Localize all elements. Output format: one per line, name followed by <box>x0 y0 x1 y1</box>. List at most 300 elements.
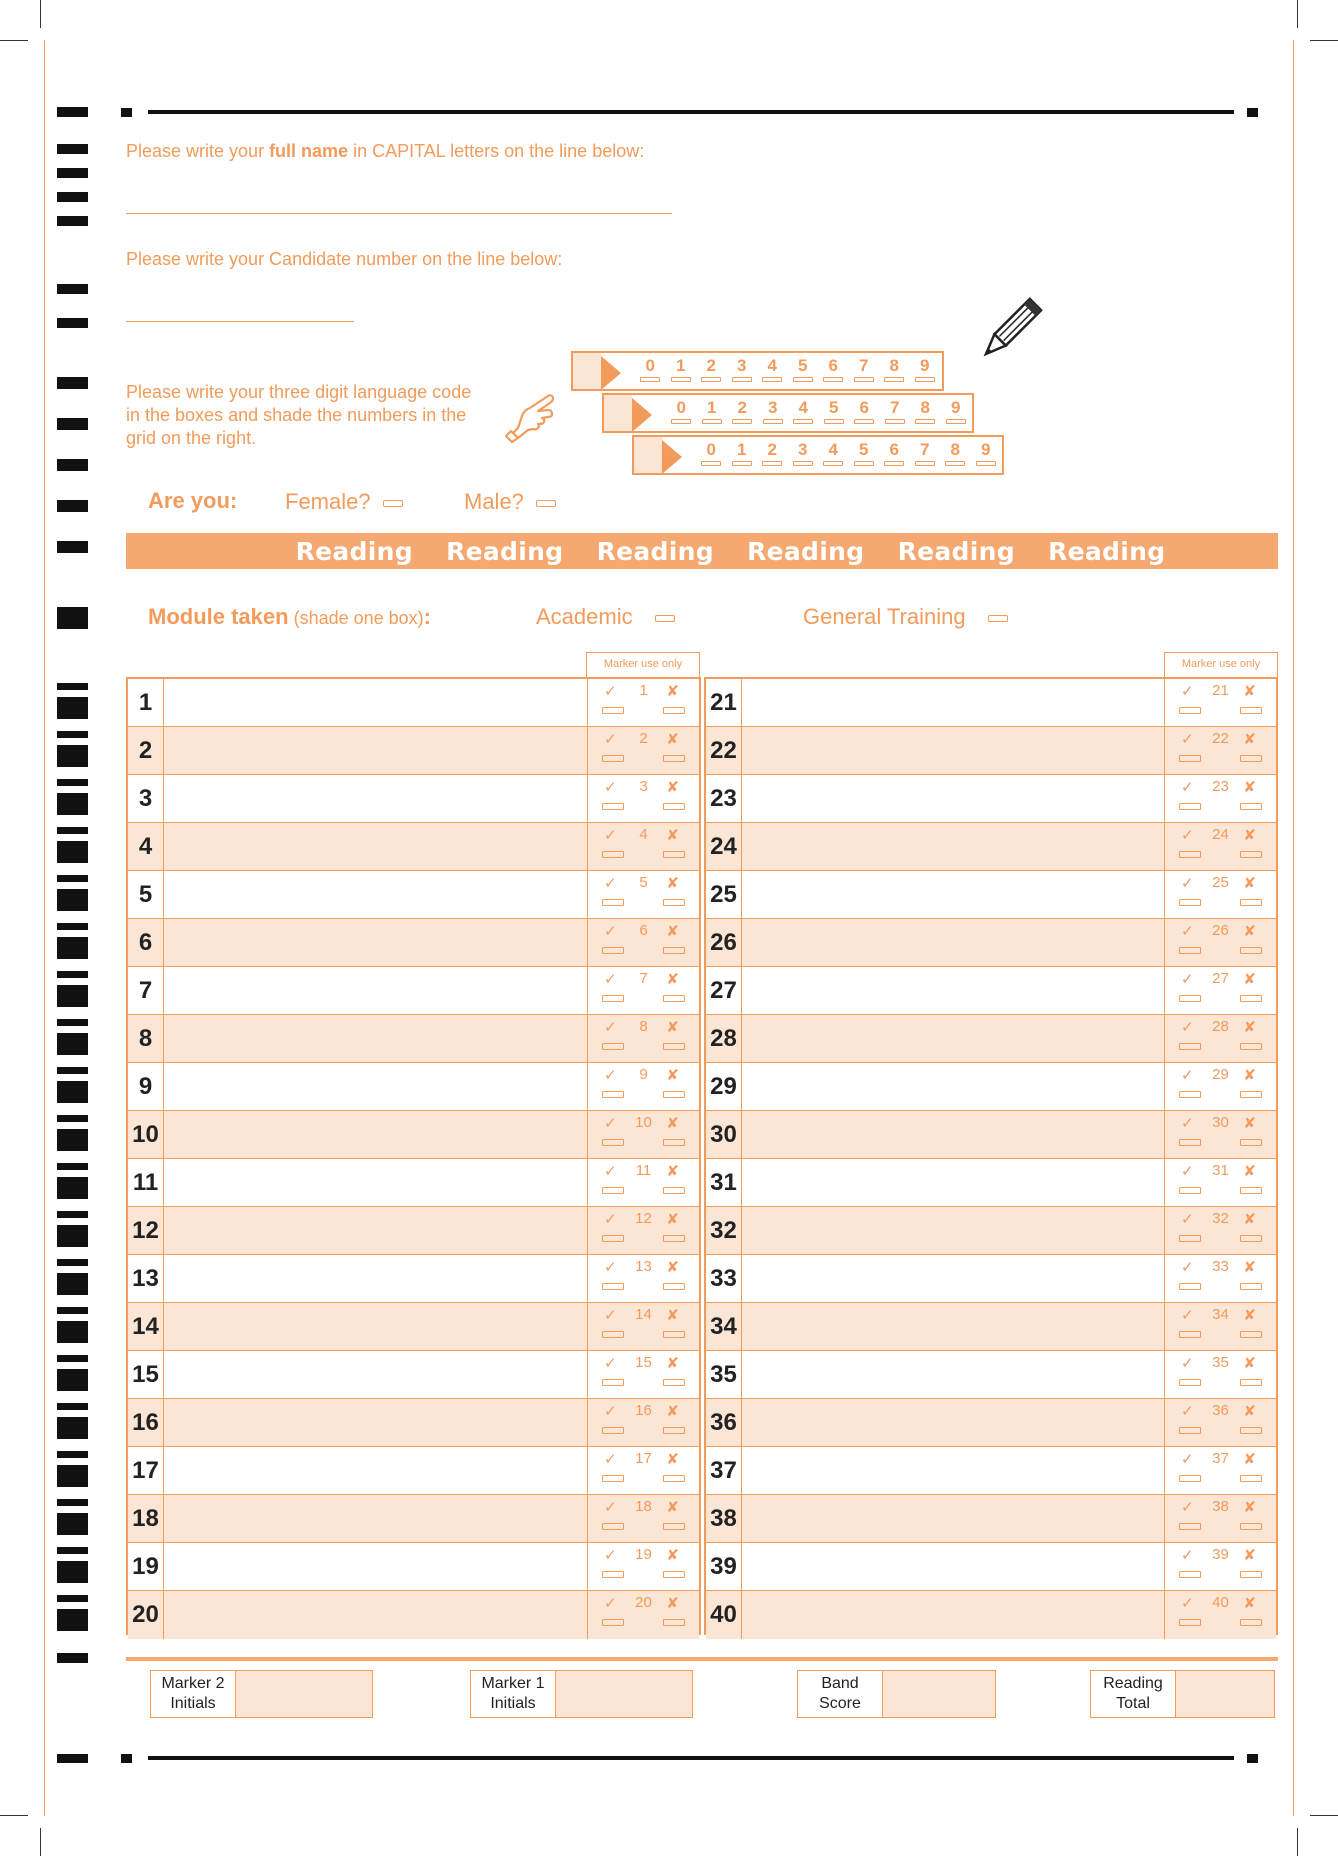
correct-shade-box[interactable] <box>602 995 624 1002</box>
marker-question-number: 39 <box>1212 1546 1229 1563</box>
question-number: 35 <box>706 1351 742 1398</box>
academic-option[interactable] <box>536 604 675 630</box>
digit-bubble[interactable] <box>666 399 697 424</box>
digit-shade-box[interactable] <box>885 419 905 424</box>
answer-row[interactable] <box>128 871 699 919</box>
timing-mark <box>57 1403 88 1410</box>
banner-label: Reading <box>596 536 714 566</box>
incorrect-shade-box[interactable] <box>663 755 685 762</box>
score-entry[interactable] <box>236 1670 373 1718</box>
correct-shade-box[interactable] <box>1179 1571 1201 1578</box>
digit-shade-box[interactable] <box>823 461 843 466</box>
cross-icon: ✘ <box>666 1307 679 1324</box>
incorrect-shade-box[interactable] <box>1240 1379 1262 1386</box>
cross-icon: ✘ <box>666 1499 679 1516</box>
gender-prompt: Are you: <box>148 488 238 513</box>
correct-shade-box[interactable] <box>1179 1091 1201 1098</box>
digit-shade-box[interactable] <box>732 377 752 382</box>
incorrect-shade-box[interactable] <box>1240 755 1262 762</box>
timing-mark <box>57 1417 88 1439</box>
marker-question-number: 35 <box>1212 1354 1229 1371</box>
correct-shade-box[interactable] <box>1179 755 1201 762</box>
correct-shade-box[interactable] <box>602 1235 624 1242</box>
tick-icon: ✓ <box>1181 971 1194 988</box>
marker-question-number: 13 <box>635 1258 652 1275</box>
answer-row[interactable] <box>706 1399 1276 1447</box>
correct-shade-box[interactable] <box>602 1043 624 1050</box>
correct-shade-box[interactable] <box>1179 947 1201 954</box>
reading-total-box[interactable] <box>1090 1670 1275 1718</box>
correct-shade-box[interactable] <box>602 1091 624 1098</box>
score-entry[interactable] <box>1176 1670 1275 1718</box>
incorrect-shade-box[interactable] <box>1240 1331 1262 1338</box>
cross-icon: ✘ <box>666 1163 679 1180</box>
correct-shade-box[interactable] <box>1179 803 1201 810</box>
incorrect-shade-box[interactable] <box>663 899 685 906</box>
answer-row[interactable] <box>128 1015 699 1063</box>
tick-icon: ✓ <box>604 1211 617 1228</box>
incorrect-shade-box[interactable] <box>663 1139 685 1146</box>
correct-shade-box[interactable] <box>1179 995 1201 1002</box>
incorrect-shade-box[interactable] <box>1240 947 1262 954</box>
answer-row[interactable] <box>128 1111 699 1159</box>
general-training-option[interactable] <box>803 604 1008 630</box>
incorrect-shade-box[interactable] <box>663 995 685 1002</box>
incorrect-shade-box[interactable] <box>663 947 685 954</box>
timing-mark <box>57 923 88 930</box>
incorrect-shade-box[interactable] <box>1240 1091 1262 1098</box>
digit-bubble[interactable] <box>879 441 910 466</box>
correct-shade-box[interactable] <box>602 1571 624 1578</box>
digit-bubble[interactable] <box>940 441 971 466</box>
digit-shade-box[interactable] <box>732 419 752 424</box>
marker-question-number: 4 <box>639 826 648 843</box>
incorrect-shade-box[interactable] <box>663 1427 685 1434</box>
tick-icon: ✓ <box>1181 827 1194 844</box>
correct-shade-box[interactable] <box>602 1475 624 1482</box>
correct-shade-box[interactable] <box>602 803 624 810</box>
digit-shade-box[interactable] <box>701 377 721 382</box>
digit-bubble[interactable] <box>727 441 758 466</box>
marker-cell <box>1164 1303 1276 1350</box>
digit-label: 7 <box>859 356 869 375</box>
cross-icon: ✘ <box>1243 1547 1256 1564</box>
general-training-label: General Training <box>803 604 966 629</box>
tick-icon: ✓ <box>1181 1499 1194 1516</box>
correct-shade-box[interactable] <box>602 1331 624 1338</box>
tick-icon: ✓ <box>1181 1355 1194 1372</box>
correct-shade-box[interactable] <box>1179 899 1201 906</box>
correct-shade-box[interactable] <box>1179 1427 1201 1434</box>
cross-icon: ✘ <box>1243 971 1256 988</box>
marker-question-number: 25 <box>1212 874 1229 891</box>
incorrect-shade-box[interactable] <box>1240 1523 1262 1530</box>
digit-bubble[interactable] <box>757 357 788 382</box>
question-number: 24 <box>706 823 742 870</box>
digit-bubble[interactable] <box>879 357 910 382</box>
digit-label: 2 <box>706 356 716 375</box>
correct-shade-box[interactable] <box>1179 1331 1201 1338</box>
answer-row[interactable] <box>128 1303 699 1351</box>
cross-icon: ✘ <box>1243 731 1256 748</box>
cross-icon: ✘ <box>666 1403 679 1420</box>
correct-shade-box[interactable] <box>602 947 624 954</box>
question-number: 12 <box>128 1207 164 1254</box>
marker-question-number: 22 <box>1212 730 1229 747</box>
answer-row[interactable] <box>128 1543 699 1591</box>
digit-shade-box[interactable] <box>823 377 843 382</box>
marker-cell <box>587 1351 699 1398</box>
marker-cell <box>1164 1063 1276 1110</box>
digit-bubble[interactable] <box>819 399 850 424</box>
correct-shade-box[interactable] <box>1179 1619 1201 1626</box>
cross-icon: ✘ <box>666 1067 679 1084</box>
correct-shade-box[interactable] <box>602 1187 624 1194</box>
incorrect-shade-box[interactable] <box>1240 1283 1262 1290</box>
correct-shade-box[interactable] <box>602 899 624 906</box>
answer-row[interactable] <box>128 775 699 823</box>
female-shade-box[interactable] <box>383 500 403 507</box>
digit-bubble[interactable] <box>818 441 849 466</box>
answer-row[interactable] <box>706 1351 1276 1399</box>
question-number: 20 <box>128 1591 164 1639</box>
digit-bubble[interactable] <box>666 357 697 382</box>
answer-row[interactable] <box>128 1591 699 1639</box>
answer-row[interactable] <box>706 1495 1276 1543</box>
digit-bubble[interactable] <box>849 357 880 382</box>
incorrect-shade-box[interactable] <box>663 1571 685 1578</box>
answer-row[interactable] <box>706 1543 1276 1591</box>
digit-shade-box[interactable] <box>702 419 722 424</box>
incorrect-shade-box[interactable] <box>1240 1475 1262 1482</box>
correct-shade-box[interactable] <box>1179 1139 1201 1146</box>
marker-question-number: 6 <box>639 922 648 939</box>
academic-shade-box[interactable] <box>655 615 675 622</box>
correct-shade-box[interactable] <box>602 1283 624 1290</box>
answer-row[interactable] <box>128 1255 699 1303</box>
digit-shade-box[interactable] <box>640 377 660 382</box>
incorrect-shade-box[interactable] <box>1240 1187 1262 1194</box>
correct-shade-box[interactable] <box>602 1619 624 1626</box>
question-number: 9 <box>128 1063 164 1110</box>
incorrect-shade-box[interactable] <box>663 851 685 858</box>
question-number: 16 <box>128 1399 164 1446</box>
answer-row[interactable] <box>128 1495 699 1543</box>
answer-row[interactable] <box>706 1015 1276 1063</box>
digit-bubble[interactable] <box>788 357 819 382</box>
general-training-shade-box[interactable] <box>988 615 1008 622</box>
digit-bubble[interactable] <box>788 399 819 424</box>
timing-mark <box>57 1115 88 1122</box>
timing-mark <box>57 875 88 882</box>
cross-icon: ✘ <box>666 683 679 700</box>
crop-mark <box>1310 1815 1338 1816</box>
tick-icon: ✓ <box>1181 1019 1194 1036</box>
marker-question-number: 37 <box>1212 1450 1229 1467</box>
tick-icon: ✓ <box>604 683 617 700</box>
digit-shade-box[interactable] <box>701 461 721 466</box>
digit-shade-box[interactable] <box>671 377 691 382</box>
incorrect-shade-box[interactable] <box>663 1187 685 1194</box>
answer-row[interactable] <box>128 1351 699 1399</box>
question-number: 4 <box>128 823 164 870</box>
digit-label: 7 <box>890 398 900 417</box>
tick-icon: ✓ <box>1181 1067 1194 1084</box>
score-entry[interactable] <box>883 1670 996 1718</box>
answer-row[interactable] <box>706 775 1276 823</box>
digit-bubble[interactable] <box>635 357 666 382</box>
incorrect-shade-box[interactable] <box>1240 1235 1262 1242</box>
digit-bubble[interactable] <box>697 399 728 424</box>
digit-shade-box[interactable] <box>915 377 935 382</box>
digit-shade-box[interactable] <box>854 377 874 382</box>
digit-shade-box[interactable] <box>854 461 874 466</box>
tick-icon: ✓ <box>604 1067 617 1084</box>
male-shade-box[interactable] <box>536 500 556 507</box>
digit-shade-box[interactable] <box>915 419 935 424</box>
digit-shade-box[interactable] <box>793 419 813 424</box>
answer-row[interactable] <box>128 919 699 967</box>
incorrect-shade-box[interactable] <box>1240 851 1262 858</box>
correct-shade-box[interactable] <box>1179 1235 1201 1242</box>
answer-row[interactable] <box>706 967 1276 1015</box>
answer-row[interactable] <box>706 727 1276 775</box>
digit-shade-box[interactable] <box>793 461 813 466</box>
tick-icon: ✓ <box>1181 1451 1194 1468</box>
language-code-row-2[interactable] <box>602 393 974 433</box>
incorrect-shade-box[interactable] <box>1240 995 1262 1002</box>
band-score-box[interactable] <box>797 1670 996 1718</box>
tick-icon: ✓ <box>1181 779 1194 796</box>
language-code-row-3[interactable] <box>632 435 1004 475</box>
correct-shade-box[interactable] <box>1179 1523 1201 1530</box>
answer-row[interactable] <box>128 1399 699 1447</box>
digit-bubble[interactable] <box>696 357 727 382</box>
incorrect-shade-box[interactable] <box>663 1283 685 1290</box>
tick-icon: ✓ <box>1181 683 1194 700</box>
question-number: 11 <box>128 1159 164 1206</box>
digit-label: 0 <box>645 356 655 375</box>
cross-icon: ✘ <box>1243 1163 1256 1180</box>
incorrect-shade-box[interactable] <box>1240 899 1262 906</box>
timing-mark <box>57 107 88 117</box>
timing-mark <box>57 1273 88 1295</box>
full-name-line[interactable] <box>126 213 672 214</box>
digit-shade-box[interactable] <box>945 461 965 466</box>
correct-shade-box[interactable] <box>602 1523 624 1530</box>
answer-row[interactable] <box>128 1207 699 1255</box>
digit-bubble[interactable] <box>818 357 849 382</box>
digit-bubble[interactable] <box>910 441 941 466</box>
incorrect-shade-box[interactable] <box>1240 1427 1262 1434</box>
correct-shade-box[interactable] <box>1179 1475 1201 1482</box>
tick-icon: ✓ <box>1181 875 1194 892</box>
digit-shade-box[interactable] <box>884 377 904 382</box>
marker-cell <box>587 967 699 1014</box>
incorrect-shade-box[interactable] <box>663 707 685 714</box>
digit-label: 4 <box>798 398 808 417</box>
answer-row[interactable] <box>706 919 1276 967</box>
digit-shade-box[interactable] <box>946 419 966 424</box>
digit-bubble[interactable] <box>880 399 911 424</box>
digit-shade-box[interactable] <box>762 461 782 466</box>
question-number: 23 <box>706 775 742 822</box>
digit-bubble[interactable] <box>971 441 1002 466</box>
digit-bubble[interactable] <box>727 357 758 382</box>
digit-shade-box[interactable] <box>976 461 996 466</box>
correct-shade-box[interactable] <box>1179 1379 1201 1386</box>
answer-row[interactable] <box>128 823 699 871</box>
marker-1-initials-box[interactable] <box>470 1670 693 1718</box>
timing-mark <box>57 1307 88 1314</box>
timing-mark <box>57 284 88 294</box>
female-label: Female? <box>285 489 371 514</box>
marker-cell <box>1164 1495 1276 1542</box>
marker-question-number: 11 <box>635 1162 652 1179</box>
tick-icon: ✓ <box>604 923 617 940</box>
incorrect-shade-box[interactable] <box>663 1379 685 1386</box>
correct-shade-box[interactable] <box>602 1379 624 1386</box>
answer-row[interactable] <box>706 871 1276 919</box>
candidate-number-line[interactable] <box>126 321 354 322</box>
digit-label: 6 <box>889 440 899 459</box>
digit-label: 5 <box>829 398 839 417</box>
correct-shade-box[interactable] <box>1179 1187 1201 1194</box>
incorrect-shade-box[interactable] <box>1240 1619 1262 1626</box>
digit-shade-box[interactable] <box>824 419 844 424</box>
digit-shade-box[interactable] <box>763 419 783 424</box>
marker-question-number: 10 <box>635 1114 652 1131</box>
digit-label: 0 <box>676 398 686 417</box>
digit-bubble[interactable] <box>696 441 727 466</box>
answer-row[interactable] <box>128 1159 699 1207</box>
timing-mark <box>57 318 88 328</box>
banner-label: Reading <box>295 536 413 566</box>
digit-bubble[interactable] <box>910 357 941 382</box>
marker-question-number: 34 <box>1212 1306 1229 1323</box>
incorrect-shade-box[interactable] <box>663 1523 685 1530</box>
digit-bubble[interactable] <box>727 399 758 424</box>
incorrect-shade-box[interactable] <box>1240 1571 1262 1578</box>
digit-bubbles <box>635 357 940 382</box>
cross-icon: ✘ <box>666 1211 679 1228</box>
digit-bubble[interactable] <box>757 441 788 466</box>
answer-row[interactable] <box>706 1447 1276 1495</box>
incorrect-shade-box[interactable] <box>663 1475 685 1482</box>
digit-bubble[interactable] <box>849 441 880 466</box>
correct-shade-box[interactable] <box>1179 707 1201 714</box>
incorrect-shade-box[interactable] <box>663 1331 685 1338</box>
question-number: 33 <box>706 1255 742 1302</box>
answer-row[interactable] <box>128 1447 699 1495</box>
marker-cell <box>587 679 699 726</box>
female-option[interactable] <box>285 489 403 515</box>
correct-shade-box[interactable] <box>602 1139 624 1146</box>
answer-row[interactable] <box>706 1207 1276 1255</box>
male-option[interactable] <box>464 489 556 515</box>
marker-cell <box>1164 1015 1276 1062</box>
digit-bubble[interactable] <box>941 399 972 424</box>
correct-shade-box[interactable] <box>602 851 624 858</box>
cross-icon: ✘ <box>666 827 679 844</box>
marker-cell <box>587 1591 699 1639</box>
correct-shade-box[interactable] <box>1179 851 1201 858</box>
correct-shade-box[interactable] <box>1179 1043 1201 1050</box>
correct-shade-box[interactable] <box>1179 1283 1201 1290</box>
digit-shade-box[interactable] <box>671 419 691 424</box>
incorrect-shade-box[interactable] <box>663 1091 685 1098</box>
incorrect-shade-box[interactable] <box>663 1619 685 1626</box>
answer-row[interactable] <box>706 1111 1276 1159</box>
correct-shade-box[interactable] <box>602 707 624 714</box>
answer-row[interactable] <box>706 1159 1276 1207</box>
marker-question-number: 31 <box>1212 1162 1229 1179</box>
digit-bubble[interactable] <box>849 399 880 424</box>
marker-2-initials-box[interactable] <box>150 1670 373 1718</box>
marker-question-number: 29 <box>1212 1066 1229 1083</box>
digit-shade-box[interactable] <box>732 461 752 466</box>
answer-row[interactable] <box>128 1063 699 1111</box>
answer-row[interactable] <box>128 967 699 1015</box>
marker-cell <box>587 1255 699 1302</box>
incorrect-shade-box[interactable] <box>663 803 685 810</box>
answer-row[interactable] <box>128 679 699 727</box>
academic-label: Academic <box>536 604 633 629</box>
answer-row[interactable] <box>706 1063 1276 1111</box>
crop-mark <box>0 1815 28 1816</box>
incorrect-shade-box[interactable] <box>663 1235 685 1242</box>
timing-mark <box>57 731 88 738</box>
digit-label: 9 <box>920 356 930 375</box>
answer-row[interactable] <box>706 1255 1276 1303</box>
incorrect-shade-box[interactable] <box>1240 1139 1262 1146</box>
digit-shade-box[interactable] <box>884 461 904 466</box>
language-code-row-1[interactable] <box>571 351 944 391</box>
incorrect-shade-box[interactable] <box>1240 1043 1262 1050</box>
answer-row[interactable] <box>128 727 699 775</box>
pencil-icon <box>972 292 1048 368</box>
incorrect-shade-box[interactable] <box>1240 707 1262 714</box>
answer-row[interactable] <box>706 1591 1276 1639</box>
digit-shade-box[interactable] <box>762 377 782 382</box>
digit-bubble[interactable] <box>788 441 819 466</box>
answer-row[interactable] <box>706 679 1276 727</box>
digit-shade-box[interactable] <box>915 461 935 466</box>
tick-icon: ✓ <box>1181 923 1194 940</box>
digit-shade-box[interactable] <box>793 377 813 382</box>
incorrect-shade-box[interactable] <box>1240 803 1262 810</box>
tick-icon: ✓ <box>604 731 617 748</box>
tick-icon: ✓ <box>1181 1163 1194 1180</box>
correct-shade-box[interactable] <box>602 755 624 762</box>
digit-bubble[interactable] <box>910 399 941 424</box>
digit-shade-box[interactable] <box>854 419 874 424</box>
tick-icon: ✓ <box>604 827 617 844</box>
cross-icon: ✘ <box>666 1547 679 1564</box>
answer-row[interactable] <box>706 823 1276 871</box>
timing-mark <box>57 1595 88 1602</box>
timing-mark <box>57 1369 88 1391</box>
incorrect-shade-box[interactable] <box>663 1043 685 1050</box>
cross-icon: ✘ <box>1243 1451 1256 1468</box>
timing-mark <box>57 683 88 690</box>
digit-label: 1 <box>707 398 717 417</box>
answer-row[interactable] <box>706 1303 1276 1351</box>
score-entry[interactable] <box>556 1670 693 1718</box>
timing-mark <box>57 144 88 154</box>
correct-shade-box[interactable] <box>602 1427 624 1434</box>
digit-bubble[interactable] <box>758 399 789 424</box>
